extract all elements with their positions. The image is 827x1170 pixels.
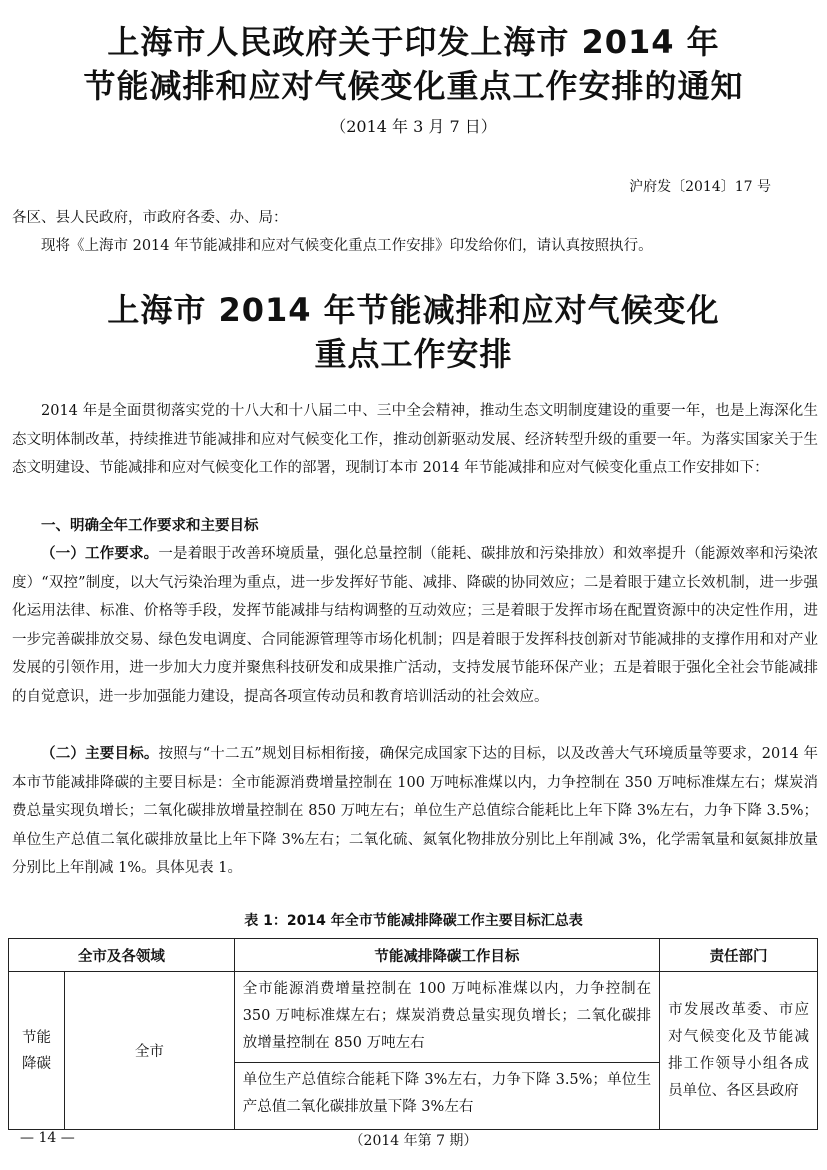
heading-goals: 一、明确全年工作要求和主要目标 xyxy=(41,518,259,534)
issue-date: （2014 年 3 月 7 日） xyxy=(330,117,497,136)
notice-body: 现将《上海市 2014 年节能减排和应对气候变化重点工作安排》印发给你们，请认真按照执行。 xyxy=(41,238,653,254)
intro-paragraph: 2014 年是全面贯彻落实党的十八大和十八届二中、三中全会精神，推动生态文明制度建设的重要一年，也是上海深化生态文明体制改革，持续推进节能减排和应对气候变化工作，推动创新驱动发展、经济转型升级的重要一年。为落实国家关于生态文明建设、节能减排和应对气候变化工作的部署，现制订本市 2014 年节能减排和应对气候变化重点工作安排如下： xyxy=(12,403,818,476)
table-row xyxy=(9,972,818,1063)
header-scope: 全市及各领域 xyxy=(9,939,235,972)
cell-target-2: 单位生产总值综合能耗下降 3%左右，力争下降 3.5%；单位生产总值二氧化碳排放量下降 3%左右 xyxy=(234,1063,659,1130)
requirements-text: 一是着眼于改善环境质量，强化总量控制（能耗、碳排放和污染排放）和效率提升（能源效率和污染浓度）“双控”制度，以大气污染治理为重点，进一步发挥好节能、减排、降碳的协同效应；二是着眼于建立长效机制，进一步强化运用法律、标准、价格等手段，发挥节能减排与结构调整的互动效应；三是着眼于发挥市场在配置资源中的决定性作用，进一步完善碳排放交易、绿色发电调度、合同能源管理等市场化机制；四是着眼于发挥科技创新对节能减排的支撑作用和对产业发展的引领作用，进一步加大力度并聚焦科技研发和成果推广活动，支持发展节能环保产业；五是着眼于强化全社会节能减排的自觉意识，进一步加强能力建设，提高各项宣传动员和教育培训活动的社会效应。 xyxy=(12,546,819,705)
goals-paragraph xyxy=(12,740,818,883)
issue-number: （2014 年第 7 期） xyxy=(349,1133,478,1149)
cell-category: 节能降碳 xyxy=(9,972,65,1130)
targets-table xyxy=(8,938,818,1130)
cell-scope: 全市 xyxy=(64,972,234,1130)
requirements-label: （一）工作要求。 xyxy=(41,546,159,562)
cell-target-1: 全市能源消费增量控制在 100 万吨标准煤以内，力争控制在 350 万吨标准煤左右；煤炭消费总量实现负增长；二氧化碳排放增量控制在 850 万吨左右 xyxy=(234,972,659,1063)
page-number: — 14 — xyxy=(20,1130,75,1146)
goals-text: 按照与“十二五”规划目标相衔接，确保完成国家下达的目标，以及改善大气环境质量等要求，2014 年本市节能减排降碳的主要目标是：全市能源消费增量控制在 100 万吨标准煤以内，力争控制在 350 万吨标准煤左右；煤炭消费总量实现负增长；二氧化碳排放增量控制在 850 万吨左右；单位生产总值综合能耗比上年下降 3%左右，力争下降 3.5%；单位生产总值二氧化碳排放量比上年下降 3%左右；二氧化硫、氮氧化物排放分别比上年削减 3%，化学需氧量和氨氮排放量分别比上年削减 1%。具体见表 1。 xyxy=(12,746,818,876)
header-targets: 节能减排降碳工作目标 xyxy=(234,939,659,972)
section-title-line2: 重点工作安排 xyxy=(314,335,513,373)
table-caption: 表 1：2014 年全市节能减排降碳工作主要目标汇总表 xyxy=(244,913,583,929)
document-title-line1: 上海市人民政府关于印发上海市 2014 年 xyxy=(107,23,720,61)
document-number: 沪府发〔2014〕17 号 xyxy=(629,179,771,195)
header-department: 责任部门 xyxy=(660,939,818,972)
section-title-line1: 上海市 2014 年节能减排和应对气候变化 xyxy=(107,291,720,329)
cell-department: 市发展改革委、市应对气候变化及节能减排工作领导小组各成员单位、各区县政府 xyxy=(660,972,818,1130)
goals-label: （二）主要目标。 xyxy=(41,746,159,762)
table-header-row xyxy=(9,939,818,972)
addressee: 各区、县人民政府，市政府各委、办、局： xyxy=(12,210,288,226)
requirements-paragraph xyxy=(12,540,818,711)
document-title-line2: 节能减排和应对气候变化重点工作安排的通知 xyxy=(83,67,744,105)
